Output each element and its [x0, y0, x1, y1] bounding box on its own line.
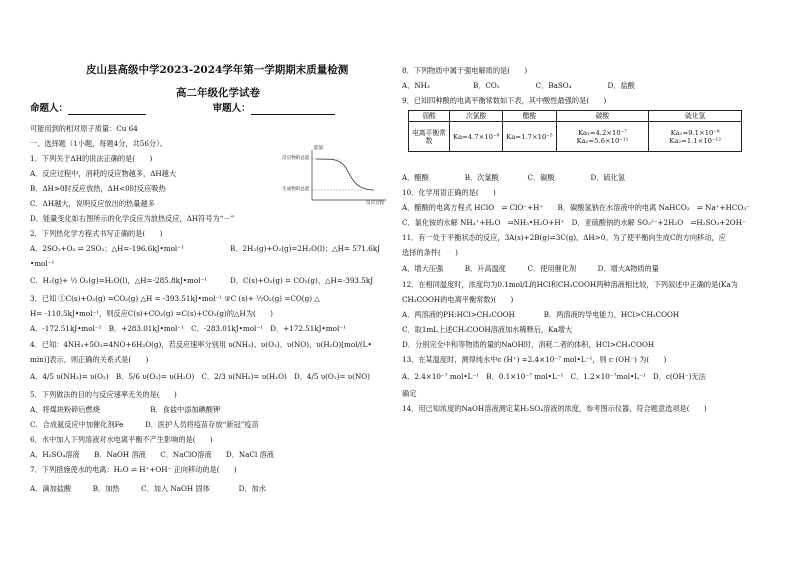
author-blank: [68, 105, 146, 115]
q6-options: A．H₂SO₄溶液 B．NaOH 溶液 C．NaClO溶液 D．NaCl 溶液: [30, 450, 274, 459]
question-12-cont: CH₃COOH的电离平衡常数)( ): [402, 295, 514, 304]
q10-options-cd: C．氯化铵的水解 NH₄⁺+H₂O ⇌NH₃•H₂O+H⁺ D．亚硫酸钠的水解 SO₃²⁻+2H₂O ⇌H₂SO₃+2OH⁻: [402, 218, 746, 227]
table-header-row: [409, 111, 742, 122]
q7-options: A．滴加盐酸 B．加热 C．加入 NaOH 固体 D．加水: [30, 484, 266, 493]
graph-x-label: 反应过程: [366, 201, 385, 206]
exam-title: 皮山县高级中学2023-2024学年第一学期期末质量检测: [86, 64, 349, 76]
q9-options: A．醋酸 B．次氯酸 C．碳酸 D．硫化氢: [402, 173, 625, 182]
question-3: 3．已知 ①C(s)+O₂(g) =CO₂(g) △H = -393.51kJ•mol⁻¹ ②C (s)+ ½O₂(g) =CO(g) △: [30, 294, 320, 303]
table-row-label: 电离平衡常数: [409, 122, 450, 152]
question-4-cont: min)]表示，则正确的关系式是( ): [30, 355, 149, 364]
graph-y-label: 能量: [314, 146, 324, 151]
energy-curve: [282, 146, 392, 206]
energy-diagram: [282, 146, 392, 206]
q12-option-c: C．取1mL上述CH₃COOH溶液加水稀释后，Ka增大: [402, 325, 573, 334]
table-cell: Ka=4.7×10⁻⁸: [450, 122, 503, 152]
atomic-mass-note: 可能用到的相对原子质量：Cu 64: [30, 124, 138, 133]
question-14: 14．用已知浓度的NaOH溶液测定某H₂SO₄溶液的浓度，参考图示仪器，符合题意选项是( ): [402, 404, 707, 413]
q3-options: A．-172.51kJ•mol⁻¹ B．+283.01kJ•mol⁻¹ C．-283.01kJ•mol⁻¹ D．+172.51kJ•mol⁻¹: [30, 324, 346, 333]
table-cell: Ka=1.7×10⁻⁵: [503, 122, 556, 152]
author-line: [30, 103, 335, 115]
table-header-cell: 硫化氢: [649, 111, 742, 122]
q2-option-d: D．C(s)+O₂(g) = CO₂(g)，△H=-393.5kJ: [230, 276, 374, 285]
question-4: 4．已知：4NH₃+5O₂=4NO+6H₂O(g)，若反应速率分别用 υ(NH₃)、υ(O₂)、υ(NO)、υ(H₂O)[mol/(L•: [30, 340, 372, 349]
question-11: 11．有一处于平衡状态的反应，3A(s)+2B(g)⇌3C(g)，ΔH>0。为了使平衡向生成C的方向移动，应: [402, 233, 726, 242]
q12-option-d: D．分别完全中和等物质的量的NaOH时，消耗二者的体积，HCl>CH₃COOH: [402, 340, 655, 349]
question-11-cont: 选择的条件( ): [402, 248, 458, 257]
table-row: [409, 122, 742, 152]
q1-option-b: B．ΔH>0时反应放热，ΔH<0时反应吸热: [30, 184, 166, 193]
q2-option-c: C．H₂(g)+ ½ O₂(g)=H₂O(l)，△H=-285.8kJ•mol⁻¹: [30, 276, 208, 285]
q5-options-cd: C．合成氨反应中加催化剂Fe D．医护人员将疫苗存放“新冠”疫苗: [30, 420, 259, 429]
graph-reactant-label: 反应物的总能: [282, 156, 310, 161]
q5-options-ab: A．将煤块粉碎后燃烧 B．食盐中添加碘酸钾: [30, 405, 221, 414]
q1-option-d: D．能量变化如右图所示的化学反应为放热反应，ΔH符号为“－”: [30, 214, 235, 223]
table-header-cell: 醋酸: [503, 111, 556, 122]
question-7: 7．下列措施使水的电离：H₂O ⇌ H⁺+OH⁻ 正向移动的是( ): [30, 465, 237, 474]
reviewer-blank: [251, 105, 335, 115]
question-13: 13．在某温度时，测得纯水中c (H⁺) =2.4×10⁻⁷ mol•L⁻¹，则 c (OH⁻) 为( ): [402, 355, 667, 364]
graph-product-label: 生成物的总能: [282, 187, 310, 192]
question-12: 12．在相同温度时，浓度均为0.1mol/L的HCl和CH₃COOH两种溶液相比较，下列叙述中正确的是(Ka为: [402, 280, 738, 289]
q2-option-b: B．2H₂(g)+O₂(g)=2H₂O(l)；△H= 571.6kJ: [230, 244, 381, 253]
question-6: 6．水中加入下列溶液对水电离平衡不产生影响的是( ): [30, 435, 213, 444]
table-cell: Ka₁=9.1×10⁻⁸ Ka₂=1.1×10⁻¹²: [649, 122, 742, 152]
question-9: 9．已知四种酸的电离平衡常数如下表，其中酸性最强的是( ): [402, 96, 607, 105]
section-1-heading: 一、选择题（1小题，每题4分，共56分）。: [30, 139, 167, 148]
table-header-cell: 弱酸: [409, 111, 450, 122]
q10-options-ab: A．醋酸的电离方程式 HClO ⇌ ClO⁻+H⁺ B．碳酸氢钠在水溶液中的电离 NaHCO₃ ⇌ Na⁺+HCO₃⁻: [402, 203, 750, 212]
q2-option-a: A．2SO₂+O₂ ⇌ 2SO₃；△H=-196.6kJ•mol⁻¹: [30, 244, 184, 253]
question-2: 2．下列热化学方程式书写正确的是( ): [30, 229, 163, 238]
table-header-cell: 碳酸: [556, 111, 649, 122]
q2-option-b-unit: •mol⁻¹: [30, 259, 55, 268]
q8-options: A．NH₃ B．CO₂ C．BaSO₄ D．盐酸: [402, 81, 635, 90]
question-5: 5．下列做法的目的与反应速率无关的是( ): [30, 390, 177, 399]
q11-options: A．增大压强 B．升高温度 C．使用催化剂 D．增大A物质的量: [402, 264, 659, 273]
reviewer-label: 审题人：: [212, 103, 251, 114]
q1-option-a: A．反应过程中，消耗的反应物越多，ΔH越大: [30, 169, 177, 178]
q13-options-cont: 确定: [402, 389, 417, 398]
acid-constant-table: [408, 110, 742, 152]
author-label: 命题人：: [30, 103, 69, 114]
table-header-cell: 次氯酸: [450, 111, 503, 122]
q13-options: A．2.4×10⁻⁷ mol•L⁻¹ B．0.1×10⁻⁷ mol•L⁻¹ C．1.2×10⁻⁷mol•L⁻¹ D．c(OH⁻)无法: [402, 372, 706, 381]
exam-subtitle: 高二年级化学试卷: [176, 87, 260, 99]
table-cell: Ka₁=4.2×10⁻⁷ Ka₂=5.6×10⁻¹¹: [556, 122, 649, 152]
question-10: 10．化学用语正确的是( ): [402, 188, 496, 197]
q4-options: A．4/5 υ(NH₃)= υ(O₂) B．5/6 υ(O₂)= υ(H₂O) C．2/3 υ(NH₃)= υ(H₂O) D．4/5 υ(O₂)= υ(NO): [30, 372, 370, 381]
q12-options-ab: A．两溶液的PH:HCl>CH₃COOH B．两溶液的导电能力，HCl>CH₃COOH: [402, 310, 680, 319]
question-1: 1．下列关于ΔH的说法正确的是( ): [30, 154, 153, 163]
q1-option-c: C．ΔH越大，说明反应放出的热量越多: [30, 199, 155, 208]
question-8: 8．下列物质中属于强电解质的是( ): [402, 66, 528, 75]
question-3-cont: H= -110.5kJ•mol⁻¹，则反应C(s)+CO₂(g) =C(s)+CO₂(g)的△H为( ): [30, 309, 273, 318]
